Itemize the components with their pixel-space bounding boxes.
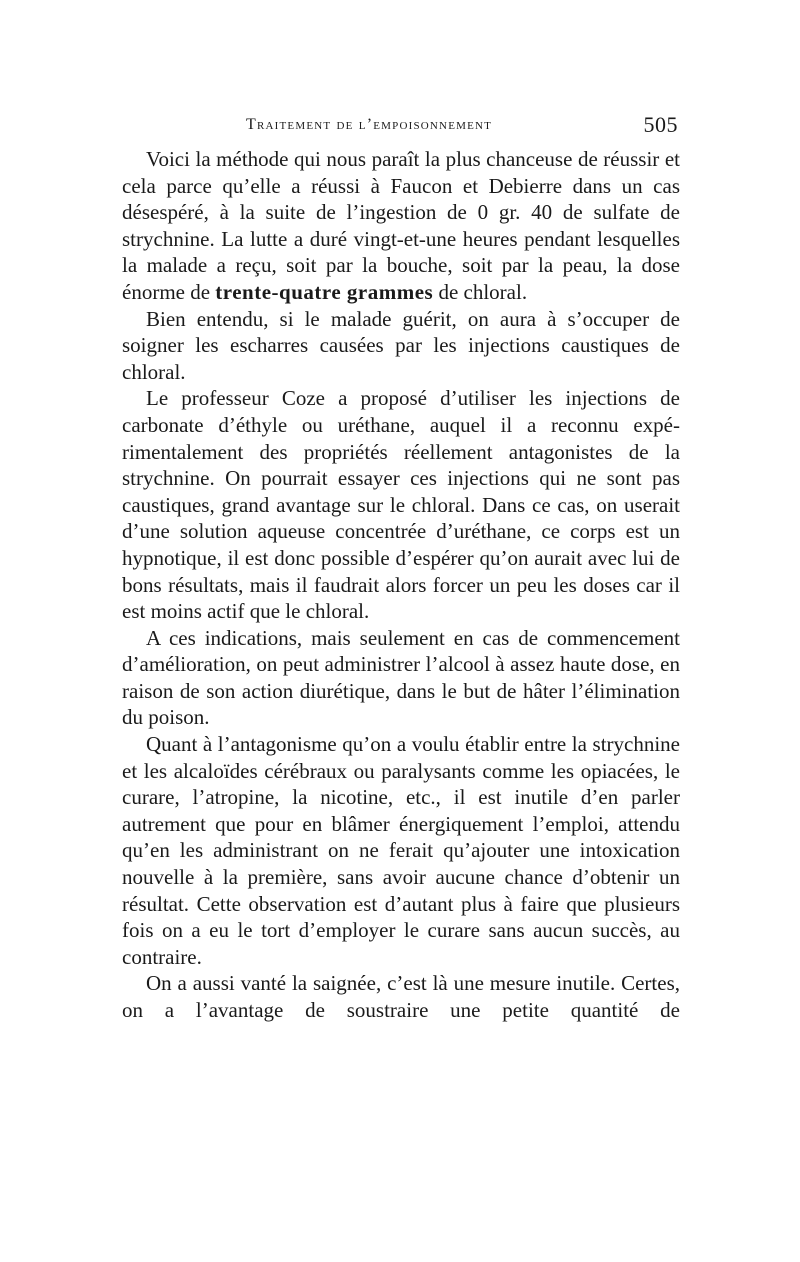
running-header [122, 112, 680, 144]
paragraph-5: Quant à l’antagonisme qu’on a voulu établir entre la strychnine et les alcaloïdes cérébraux ou paralysants comme les opiacées, le curare, l’atropine, la nicotine, etc., il est inutile d’en parler autrement que pour en blâmer énergiquement l’emploi, attendu qu’en les administrant on ne ferait qu’ajouter une intoxication nouvelle à la première, sans avoir aucune chance d’obtenir un résultat. Cette observation est d’autant plus à faire que plusieurs fois on a eu le tort d’employer le curare sans aucun succès, au contraire. [122, 732, 680, 969]
paragraph-1 [122, 146, 680, 306]
paragraph-4: A ces indications, mais seulement en cas de commencement d’amélioration, on peut administrer l’alcool à assez haute dose, en raison de son action diurétique, dans le but de hâter l’élimination du poison. [122, 625, 680, 730]
book-page [122, 112, 680, 1024]
paragraph-6: On a aussi vanté la saignée, c’est là une mesure inutile. Certes, on a l’avantage de soustraire une petite quantité de [122, 971, 680, 1022]
paragraph-2: Bien entendu, si le malade guérit, on aura à s’occuper de soigner les escharres causées par les injections caustiques de chloral. [122, 306, 680, 384]
body-text [122, 146, 680, 1024]
paragraph-3: Le professeur Coze a proposé d’utiliser les injections de carbonate d’éthyle ou uréthane, auquel il a reconnu expérimentalement des propriétés réellement antagonistes de la strychnine. On pourrait essayer ces injections qui ne sont pas caustiques, grand avantage sur le chloral. Dans ce cas, on userait d’une solution aqueuse concentrée d’uréthane, ce corps est un hypnotique, il est donc possible d’espérer qu’on aurait avec lui de bons résultats, mais il faudrait alors forcer un peu les doses car il est moins actif que le chloral. [122, 386, 680, 624]
paragraph-1-text-end: de chloral. [433, 279, 528, 304]
paragraph-1-emphasis: trente-quatre grammes [215, 279, 434, 304]
running-title: Traitement de l’empoisonnement [246, 116, 493, 133]
page-number: 505 [643, 112, 678, 137]
paragraph-1-text: Voici la méthode qui nous paraît la plus chanceuse de réussir et cela parce qu’elle a réussi à Faucon et Debierre dans un cas désespéré, à la suite de l’ingestion de 0 gr. 40 de sulfate de strychnine. La lutte a duré vingt-et-une heures pendant lesquelles la malade a reçu, soit par la bouche, soit par la peau, la dose énorme de [122, 147, 680, 304]
